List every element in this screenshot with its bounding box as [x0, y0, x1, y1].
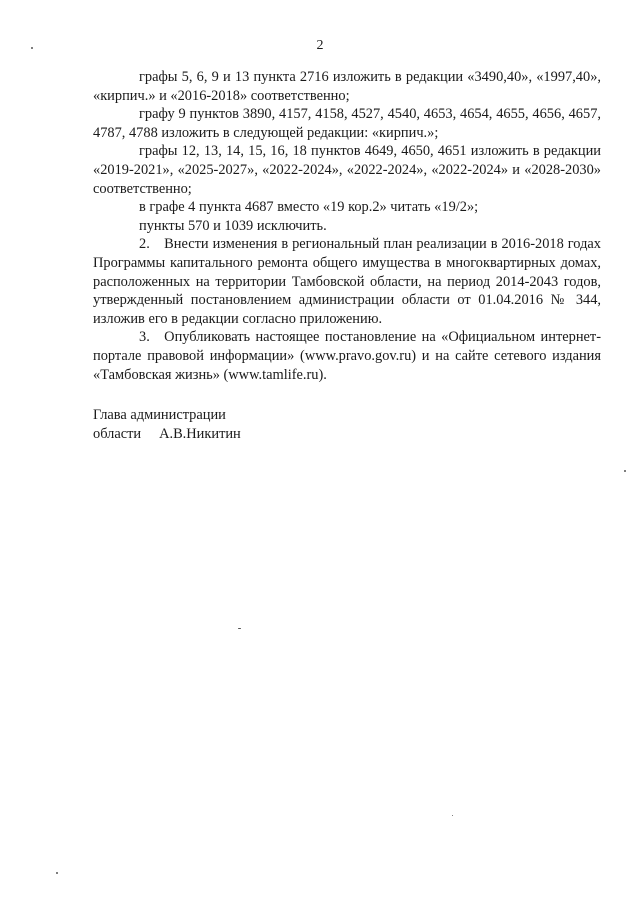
page-number: 2	[316, 38, 324, 53]
paragraph-column4-4687: в графе 4 пункта 4687 вместо «19 кор.2» читать «19/2»;	[139, 199, 479, 216]
paragraph-column9-changes: графу 9 пунктов 3890, 4157, 4158, 4527, 4540, 4653, 4654, 4655, 4656, 4657, 4787, 4788 изложить в следующей редакции: «кирпич.»;	[93, 106, 601, 141]
paragraph-exclude-points: пункты 570 и 1039 исключить.	[139, 217, 327, 234]
signature-block	[93, 406, 241, 443]
scan-speck	[624, 470, 626, 472]
paragraph-columns-12-18-changes: графы 12, 13, 14, 15, 16, 18 пунктов 4649, 4650, 4651 изложить в редакции «2019-2021», «2025-2027», «2022-2024», «2022-2024», «2022-2024» и «2028-2030» соответственно;	[93, 143, 601, 197]
scan-speck	[31, 47, 33, 49]
scan-speck	[452, 815, 453, 816]
signature-name: области А.В.Никитин	[93, 425, 241, 442]
paragraph-item-2: 2. Внести изменения в региональный план реализации в 2016-2018 годах Программы капитального ремонта общего имущества в многоквартирных домах, расположенных на территории Тамбовской области, на период 2014-2043 годов, утвержденный постановлением администрации области от 01.04.2016 № 344, изложив его в редакции согласно приложению.	[93, 236, 601, 327]
paragraph-item-3: 3. Опубликовать настоящее постановление на «Официальном интернет-портале правовой информации» (www.pravo.gov.ru) и на сайте сетевого издания «Тамбовская жизнь» (www.tamlife.ru).	[93, 329, 601, 383]
document-body	[93, 68, 601, 384]
paragraph-column-changes-2716: графы 5, 6, 9 и 13 пункта 2716 изложить в редакции «3490,40», «1997,40», «кирпич.» и «2016-2018» соответственно;	[93, 69, 601, 104]
scan-speck	[56, 872, 58, 874]
signature-title: Глава администрации	[93, 407, 226, 423]
scan-speck	[238, 628, 241, 629]
